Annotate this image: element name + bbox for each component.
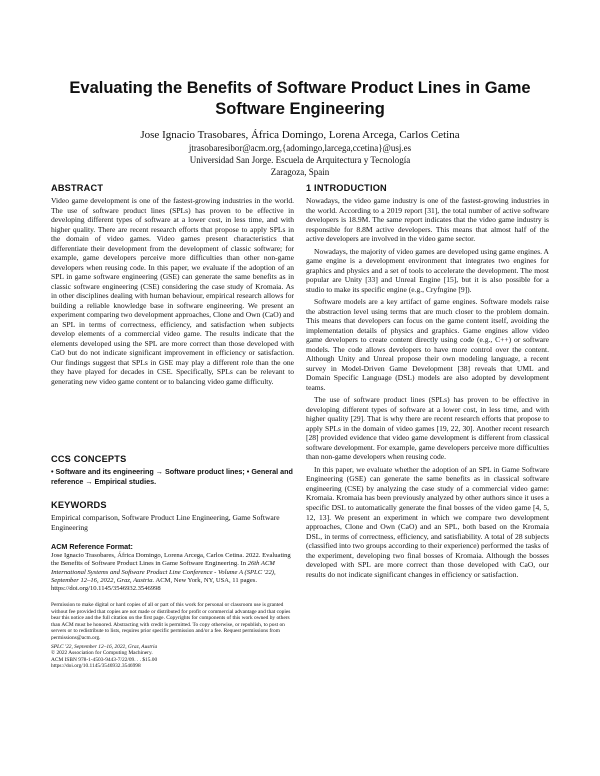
abstract-section [51, 183, 294, 386]
keywords-text: Empirical comparison, Software Product Line Engineering, Game Software Engineering [51, 513, 280, 532]
permissions-venue: SPLC '22, September 12–16, 2022, Graz, Austria [51, 643, 158, 650]
reference-authors: Jose Ignacio Trasobares, África Domingo, Lorena Arcega, Carlos Cetina. 2022. Evaluating the Benefits of Software Product Lines in Game Software Engineering. In [51, 552, 291, 568]
affiliation-city: Zaragoza, Spain [270, 167, 330, 177]
paper-title: Evaluating the Benefits of Software Product Lines in Game Software Engineering [69, 79, 531, 118]
keywords-section [51, 500, 294, 532]
reference-format-text [51, 552, 294, 593]
keywords-heading: KEYWORDS [51, 500, 107, 510]
permissions-doi: https://doi.org/10.1145/3546932.3546998 [51, 663, 141, 670]
affiliation: Universidad San Jorge. Escuela de Arquitectura y Tecnología [189, 155, 411, 165]
author-list: Jose Ignacio Trasobares, África Domingo, Lorena Arcega, Carlos Cetina [140, 129, 460, 141]
author-emails: jtrasobaresibor@acm.org,{adomingo,larcega,ccetina}@usj.es [188, 143, 412, 153]
ccs-section [51, 454, 294, 486]
reference-tail: ACM, New York, NY, USA, 11 pages. https://doi.org/10.1145/3546932.3546998 [51, 576, 257, 592]
ccs-text: • Software and its engineering → Software product lines; • General and reference → Empirical studies. [51, 467, 293, 486]
intro-paragraph: Nowadays, the video game industry is one of the fastest-growing industries in the world. According to a 2019 report [31], the total number of active software developers is 18.9M. The same report indicates that the video game industry is responsible for 8.8M active developers. This means that almost half of the active developers are involved in the video game sector. [306, 196, 549, 244]
intro-paragraph: The use of software product lines (SPLs) has proven to be effective in developing different types of software at a lower cost, in less time, and with higher quality [29]. That is why there are recent research efforts that propose to apply SPLs in the domain of video games [19, 22, 30]. Another recent research [28] provided evidence that video game development is different from classical software development. For example, game developers perceive more difficulties than non-game developers when reusing code. [306, 395, 549, 462]
abstract-heading: ABSTRACT [51, 183, 104, 193]
permissions-block [51, 602, 294, 670]
permissions-isbn: ACM ISBN 978-1-4503-9443-7/22/09. . . $15.00 [51, 656, 158, 663]
permissions-text: Permission to make digital or hard copies of all or part of this work for personal or classroom use is granted without fee provided that copies are not made or distributed for profit or commercial advantage and that copies bear this notice and the full citation on the first page. Copyrights for components of this work owned by others than ACM must be honored. Abstracting with credit is permitted. To copy otherwise, or republish, to post on servers or to redistribute to lists, requires prior specific permission and/or a fee. Request permissions from permissions@acm.org. [51, 602, 291, 641]
intro-paragraph: In this paper, we evaluate whether the adoption of an SPL in Game Software Engineering (GSE) can generate the same benefits as in classical software engineering (CSE) by analyzing the case study of a commercial video game: Kromaia. Kromaia has been previously analyzed by other authors since it uses a specific DSL to automatically generate the final bosses of the video game [4, 5, 12, 13]. We present an experiment in which we compare two development approaches, Clone and Own (CaO) and an SPL, both based on the Kromaia DSL, in terms of correctness, efficiency, and satisfiability. A total of 28 subjects (classified into two groups according to their experience) performed the tasks of the experiment, developing two final bosses of Kromaia. Although the bosses developed with SPL are more correct than those developed with CaO, our results do not indicate significant changes in efficiency or satisfaction. [306, 464, 549, 579]
introduction-section [306, 183, 549, 579]
reference-format [51, 542, 294, 593]
permissions-copyright: © 2022 Association for Computing Machinery. [51, 650, 153, 657]
intro-paragraph: Software models are a key artifact of game engines. Software models raise the abstraction level using terms that are much closer to the problem domain. This means that developers can focus on the game content itself, avoiding the implementation details of physics and graphics. Game engines allow video game developers to create content directly using code (e.g., C++) or software models. The code allows developers to have more control over the content. Although Unity and Unreal propose their own modeling language, a recent survey in Model-Driven Game Development [38] reveals that UML and Domain Specific Language (DSL) models are also adopted by development teams. [306, 297, 549, 392]
intro-paragraph: Nowadays, the majority of video games are developed using game engines. A game engine is a development environment that integrates two engines for graphics and physics and a set of tools to accelerate the development. The most popular are Unity [33] and Unreal Engine [15], but it is also possible for a studio to make its specific engine (e.g., Cryfngine [9]). [306, 246, 549, 294]
abstract-text: Video game development is one of the fastest-growing industries in the world. The use of software product lines (SPLs) has proven to be effective in developing different types of software at a lower cost, in less time, and with higher quality. There are recent research efforts that propose to apply SPLs in the domain of video games. Video games present characteristics that differentiate their development from the development of classic software; for example, game developers perceive more difficulties than other non-game developers when reusing code. In this paper, we evaluate if the adoption of an SPL in game software engineering (GSE) can generate the same benefits as in classic software engineering (CSE) considering the case study of Kromaia. As in other disciplines dealing with human behaviour, empirical research allows for building a reliable knowledge base in software engineering. We present an experiment comparing two development approaches, Clone and Own (CaO) and an SPL in terms of correctness, efficiency, and satisfaction when subjects develop elements of a commercial video game. The results indicate that the elements developed using the SPL are more correct than those developed with CaO but do not indicate significant improvement in efficiency or satisfaction. Our findings suggest that SPLs in GSE may play a different role than the one they have played for decades in CSE. Specifically, SPLs can be relevant to generating new video game content or to balancing video game difficulty. [51, 196, 294, 386]
reference-format-label: ACM Reference Format: [51, 542, 133, 551]
ccs-heading: CCS CONCEPTS [51, 454, 127, 464]
introduction-heading: 1 INTRODUCTION [306, 183, 387, 193]
reference-venue: 26th ACM International Systems and Software Product Line Conference - Volume A (SPLC '22), September 12–16, 2022, Graz, Austria. [51, 560, 276, 584]
